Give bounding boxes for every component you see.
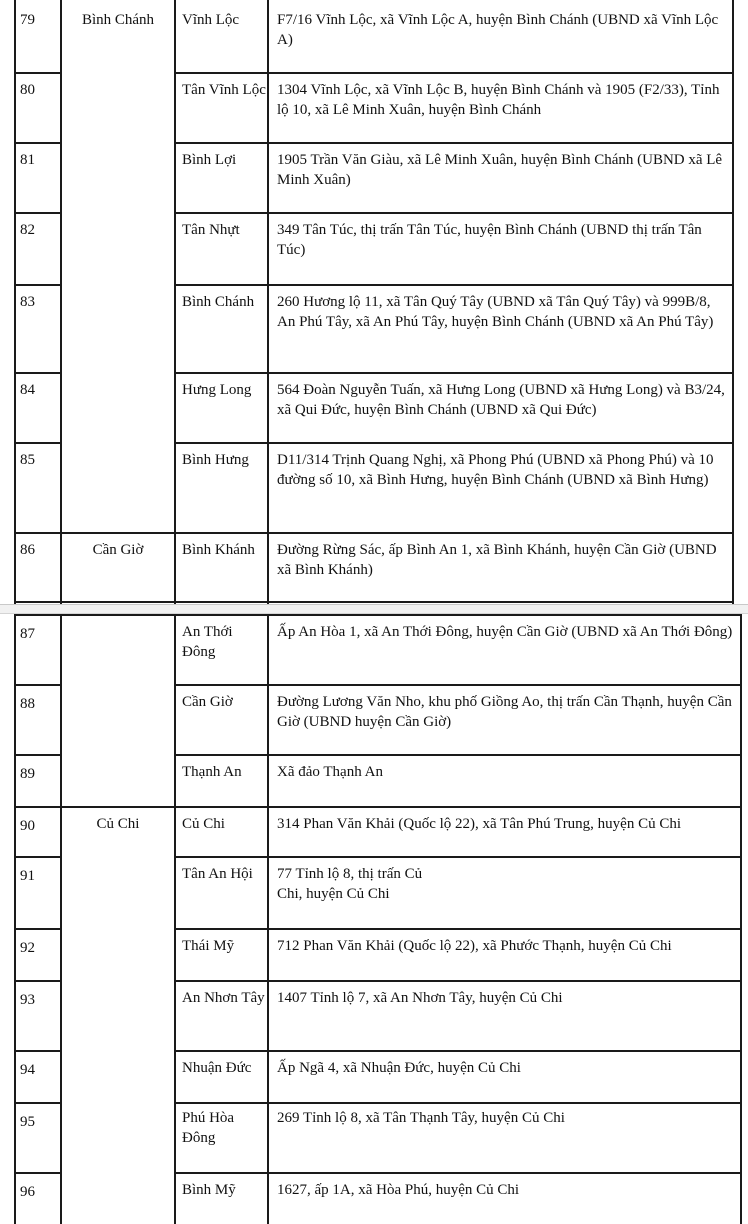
- address-text: Đường Rừng Sác, ấp Bình An 1, xã Bình Khánh, huyện Cần Giờ (UBND xã Bình Khánh): [277, 542, 717, 578]
- table-border: [174, 0, 176, 604]
- row-number: 91: [20, 868, 35, 884]
- row-number: 94: [20, 1062, 35, 1078]
- table-border: [174, 142, 734, 144]
- row-number: 96: [20, 1184, 35, 1200]
- table-border: [174, 928, 742, 930]
- table-border: [732, 0, 734, 604]
- ward-name: Bình Mỹ: [182, 1182, 236, 1198]
- document-page-2: [0, 614, 748, 1224]
- row-number: 79: [20, 12, 35, 28]
- row-number: 92: [20, 940, 35, 956]
- address-text: 1905 Trần Văn Giàu, xã Lê Minh Xuân, huyện Bình Chánh (UBND xã Lê Minh Xuân): [277, 152, 723, 188]
- table-border: [174, 372, 734, 374]
- table-border: [174, 980, 742, 982]
- table-border: [14, 372, 62, 374]
- table-border: [174, 1172, 742, 1174]
- table-border: [14, 1050, 62, 1052]
- district-name: Bình Chánh: [81, 12, 155, 28]
- address-text: 260 Hương lộ 11, xã Tân Quý Tây (UBND xã Tân Quý Tây) và 999B/8, An Phú Tây, xã An Phú Tây, huyện Bình Chánh (UBND xã An Phú Tây): [277, 294, 714, 330]
- table-border: [14, 0, 16, 604]
- address-text: 314 Phan Văn Khải (Quốc lộ 22), xã Tân Phú Trung, huyện Củ Chi: [277, 816, 682, 832]
- ward-name: Nhuận Đức: [182, 1060, 252, 1076]
- ward-name: Bình Khánh: [182, 542, 255, 558]
- ward-name: Thạnh An: [182, 764, 242, 780]
- address-text: 77 Tỉnh lộ 8, thị trấn Củ Chi, huyện Củ Chi: [277, 866, 423, 902]
- address-text: D11/314 Trịnh Quang Nghị, xã Phong Phú (UBND xã Phong Phú) và 10 đường số 10, xã Bình Hưng, huyện Bình Chánh (UBND xã Bình Hưng): [277, 452, 714, 488]
- ward-name: Phú Hòa Đông: [182, 1110, 235, 1146]
- table-border: [14, 1102, 62, 1104]
- address-text: Đường Lương Văn Nho, khu phố Giồng Ao, thị trấn Cần Thạnh, huyện Cần Giờ (UBND huyện Cần Giờ): [277, 694, 732, 730]
- table-border: [14, 928, 62, 930]
- table-border: [14, 532, 734, 534]
- table-border: [14, 754, 62, 756]
- address-text: 1627, ấp 1A, xã Hòa Phú, huyện Củ Chi: [277, 1182, 520, 1198]
- row-number: 88: [20, 696, 35, 712]
- ward-name: Củ Chi: [182, 816, 225, 832]
- row-number: 95: [20, 1114, 35, 1130]
- table-border: [174, 754, 742, 756]
- ward-name: Vĩnh Lộc: [182, 12, 240, 28]
- table-border: [174, 1102, 742, 1104]
- row-number: 89: [20, 766, 35, 782]
- row-number: 87: [20, 626, 35, 642]
- table-border: [14, 614, 742, 616]
- table-border: [14, 1172, 62, 1174]
- table-border: [267, 0, 269, 604]
- table-border: [174, 284, 734, 286]
- document-page-1: [0, 0, 748, 604]
- address-text: F7/16 Vĩnh Lộc, xã Vĩnh Lộc A, huyện Bình Chánh (UBND xã Vĩnh Lộc A): [277, 12, 719, 48]
- address-text: 564 Đoàn Nguyễn Tuấn, xã Hưng Long (UBND xã Hưng Long) và B3/24, xã Qui Đức, huyện Bình Chánh (UBND xã Qui Đức): [277, 382, 725, 418]
- address-text: 1304 Vĩnh Lộc, xã Vĩnh Lộc B, huyện Bình Chánh và 1905 (F2/33), Tỉnh lộ 10, xã Lê Minh Xuân, huyện Bình Chánh: [277, 82, 720, 118]
- row-number: 82: [20, 222, 35, 238]
- table-border: [174, 442, 734, 444]
- table-border: [14, 856, 62, 858]
- table-border: [174, 684, 742, 686]
- district-name: Cần Giờ: [92, 542, 144, 558]
- row-number: 80: [20, 82, 35, 98]
- address-text: 712 Phan Văn Khải (Quốc lộ 22), xã Phước Thạnh, huyện Củ Chi: [277, 938, 672, 954]
- address-text: Xã đảo Thạnh An: [277, 764, 383, 780]
- table-border: [14, 806, 742, 808]
- table-border: [174, 72, 734, 74]
- page-separator: [0, 604, 748, 614]
- row-number: 90: [20, 818, 35, 834]
- table-border: [14, 72, 62, 74]
- address-text: 349 Tân Túc, thị trấn Tân Túc, huyện Bình Chánh (UBND thị trấn Tân Túc): [277, 222, 702, 258]
- row-number: 86: [20, 542, 35, 558]
- table-border: [14, 442, 62, 444]
- table-border: [60, 614, 62, 1224]
- table-border: [174, 856, 742, 858]
- table-border: [14, 684, 62, 686]
- ward-name: Tân Nhựt: [182, 222, 240, 238]
- address-text: Ấp An Hòa 1, xã An Thới Đông, huyện Cần Giờ (UBND xã An Thới Đông): [277, 624, 733, 640]
- row-number: 83: [20, 294, 35, 310]
- ward-name: Thái Mỹ: [182, 938, 235, 954]
- table-border: [14, 284, 62, 286]
- table-border: [14, 614, 16, 1224]
- ward-name: Bình Chánh: [182, 294, 255, 310]
- ward-name: An Thới Đông: [182, 624, 233, 660]
- table-border: [174, 212, 734, 214]
- ward-name: Tân Vĩnh Lộc: [182, 82, 266, 98]
- table-border: [14, 601, 734, 603]
- ward-name: Bình Hưng: [182, 452, 249, 468]
- table-border: [14, 142, 62, 144]
- row-number: 93: [20, 992, 35, 1008]
- table-border: [14, 980, 62, 982]
- table-border: [174, 614, 176, 1224]
- ward-name: An Nhơn Tây: [182, 990, 265, 1006]
- table-border: [267, 614, 269, 1224]
- ward-name: Tân An Hội: [182, 866, 253, 882]
- ward-name: Cần Giờ: [182, 694, 233, 710]
- address-text: 1407 Tỉnh lộ 7, xã An Nhơn Tây, huyện Củ Chi: [277, 990, 563, 1006]
- row-number: 81: [20, 152, 35, 168]
- address-text: Ấp Ngã 4, xã Nhuận Đức, huyện Củ Chi: [277, 1060, 521, 1076]
- table-border: [14, 212, 62, 214]
- table-border: [740, 614, 742, 1224]
- ward-name: Hưng Long: [182, 382, 252, 398]
- ward-name: Bình Lợi: [182, 152, 237, 168]
- table-border: [174, 1050, 742, 1052]
- district-name: Củ Chi: [96, 816, 140, 832]
- address-text: 269 Tỉnh lộ 8, xã Tân Thạnh Tây, huyện Củ Chi: [277, 1110, 565, 1126]
- table-border: [60, 0, 62, 604]
- row-number: 84: [20, 382, 35, 398]
- row-number: 85: [20, 452, 35, 468]
